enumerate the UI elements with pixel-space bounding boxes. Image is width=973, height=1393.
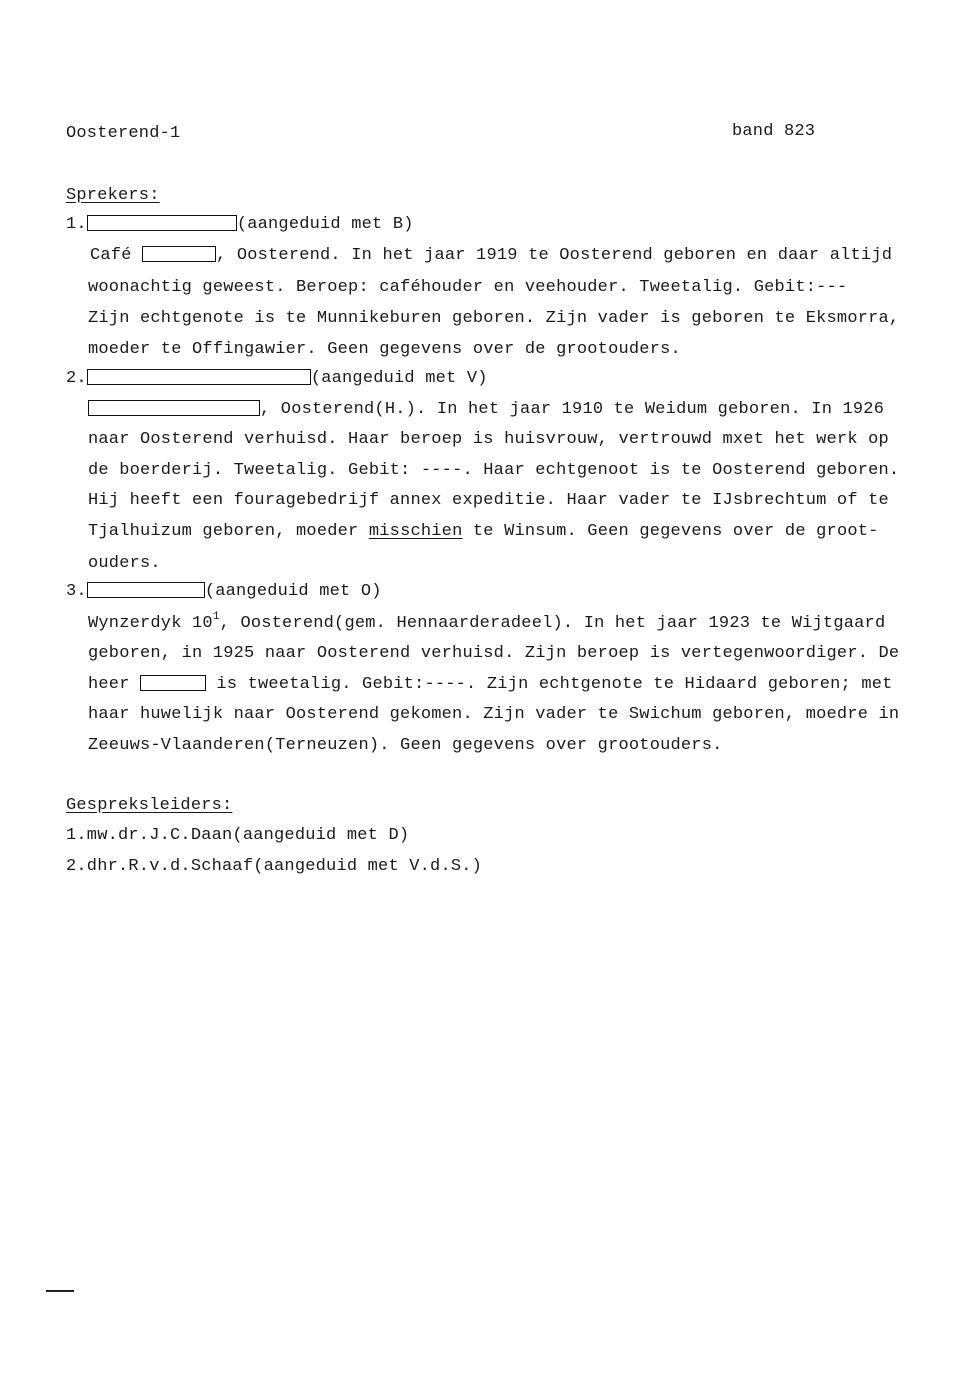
speaker-1-line-4: moeder te Offingawier. Geen gegevens over de grootouders. — [88, 340, 681, 359]
speaker-2-line-5: Tjalhuizum geboren, moeder misschien te Winsum. Geen gegevens over de groot- — [88, 522, 879, 541]
speaker-1-line-2: woonachtig geweest. Beroep: caféhouder en veehouder. Tweetalig. Gebit:--- — [88, 278, 848, 297]
speaker-2-line-3: de boerderij. Tweetalig. Gebit: ----. Haar echtgenoot is te Oosterend geboren. — [88, 461, 900, 480]
stray-pen-mark — [46, 1290, 74, 1292]
speaker-2-number: 2. — [66, 369, 87, 388]
header-right: band 823 — [732, 122, 816, 141]
redaction-box — [87, 215, 237, 231]
speaker-3-number: 3. — [66, 582, 87, 601]
speaker-2-label: (aangeduid met V) — [310, 369, 488, 388]
speaker-3-line-4: haar huwelijk naar Oosterend gekomen. Zijn vader te Swichum geboren, moedre in — [88, 705, 900, 724]
speaker-3-label: (aangeduid met O) — [204, 582, 382, 601]
speaker-2-line-1: , Oosterend(H.). In het jaar 1910 te Weidum geboren. In 1926 — [88, 400, 884, 420]
speaker-3-line-5: Zeeuws-Vlaanderen(Terneuzen). Geen gegevens over grootouders. — [88, 736, 723, 755]
speaker-2-line-4: Hij heeft een fouragebedrijf annex expeditie. Haar vader te IJsbrechtum of te — [88, 491, 889, 510]
speaker-3-line-3: heer is tweetalig. Gebit:----. Zijn echtgenote te Hidaard geboren; met — [88, 675, 893, 694]
speaker-1-line-0 — [66, 215, 414, 235]
interviewers-heading: Gespreksleiders: — [66, 796, 233, 815]
speaker-3-line-2: geboren, in 1925 naar Oosterend verhuisd. Zijn beroep is vertegenwoordiger. De — [88, 644, 900, 663]
speaker-3-line-1: Wynzerdyk $10^1$, Oosterend(gem. Hennaarderadeel). In het jaar 1923 te Wijtgaard — [88, 611, 886, 633]
speaker-1-line-3: Zijn echtgenote is te Munnikeburen geboren. Zijn vader is geboren te Eksmorra, — [88, 309, 900, 328]
speaker-2-line-6: ouders. — [88, 554, 161, 573]
interviewer-1: 1.mw.dr.J.C.Daan(aangeduid met D) — [66, 826, 410, 845]
speakers-heading: Sprekers: — [66, 186, 160, 205]
interviewer-2: 2.dhr.R.v.d.Schaaf(aangeduid met V.d.S.) — [66, 857, 483, 876]
speaker-3-line-0 — [66, 582, 382, 602]
speaker-1-number: 1. — [66, 215, 87, 234]
header-left: Oosterend-1 — [66, 124, 181, 143]
redaction-box — [87, 369, 311, 385]
underlined-word: misschien — [368, 522, 463, 541]
redaction-box — [142, 246, 216, 262]
speaker-1-line-1: Café , Oosterend. In het jaar 1919 te Oosterend geboren en daar altijd — [90, 246, 893, 265]
speaker-2-line-0 — [66, 369, 488, 389]
redaction-box — [87, 582, 205, 598]
redaction-box — [88, 400, 260, 416]
speaker-1-label: (aangeduid met B) — [236, 215, 414, 234]
redaction-box — [140, 675, 206, 691]
speaker-2-line-2: naar Oosterend verhuisd. Haar beroep is huisvrouw, vertrouwd mxet het werk op — [88, 430, 889, 449]
